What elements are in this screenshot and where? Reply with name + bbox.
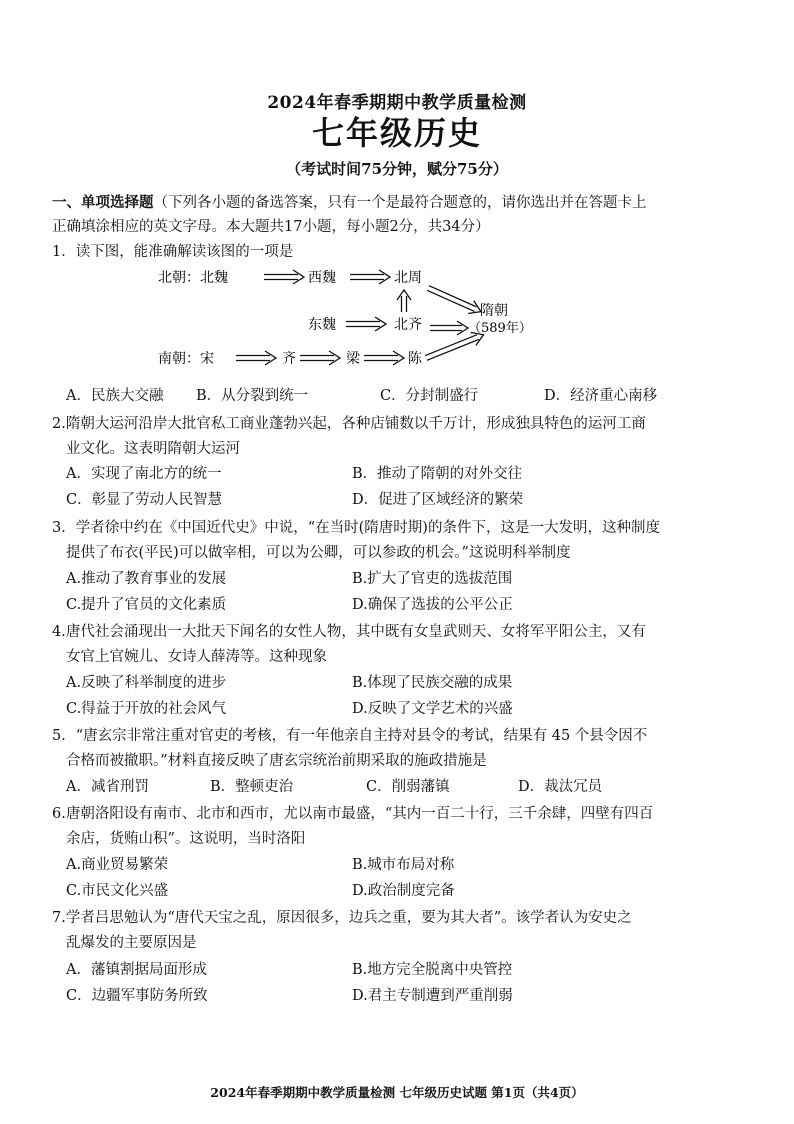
arrow-east	[346, 317, 386, 331]
question-4-stem-2: 女官上官婉儿、女诗人薛涛等。这种现象	[66, 649, 327, 665]
q6-option-c: C.市民文化兴盛	[66, 883, 169, 899]
arrow-south-3	[364, 351, 404, 365]
arrow-south-2	[300, 351, 340, 365]
arrow-chen-to-sui	[423, 328, 486, 364]
question-3-stem-1: 3．学者徐中约在《中国近代史》中说，“在当时(隋唐时期)的条件下，这是一大发明，这种制度	[52, 520, 660, 536]
section-instructions-1: （下列各小题的备选答案，只有一个是最符合题意的，请你选出并在答题卡上	[153, 195, 647, 211]
q5-option-b: B．整顿吏治	[210, 779, 294, 795]
q3-option-d: D.确保了选拔的公平公正	[352, 597, 513, 613]
arrow-north-2	[350, 270, 390, 284]
q2-option-a: A．实现了南北方的统一	[66, 466, 222, 482]
q1-option-d: D．经济重心南移	[544, 388, 658, 404]
q7-option-c: C．边疆军事防务所致	[66, 988, 208, 1004]
q7-option-d: D.君主专制遭到严重削弱	[352, 988, 513, 1004]
subject-title: 七年级历史	[311, 114, 482, 152]
question-2-stem-2: 业文化。这表明隋朝大运河	[66, 441, 240, 457]
exam-info: （考试时间75分钟，赋分75分）	[286, 160, 508, 178]
page-footer: 2024年春季期期中教学质量检测 七年级历史试题 第1页（共4页）	[210, 1085, 584, 1100]
q5-option-c: C．削弱藩镇	[366, 779, 450, 795]
q3-option-c: C.提升了官员的文化素质	[66, 597, 227, 613]
dynasty-diagram	[140, 262, 560, 372]
q6-option-a: A.商业贸易繁荣	[66, 857, 169, 873]
label-north: 北朝：北魏	[158, 270, 228, 286]
question-4-stem-1: 4.唐代社会涌现出一大批天下闻名的女性人物，其中既有女皇武则天、女将军平阳公主，又有	[52, 624, 646, 640]
question-1-stem: 1．读下图，能准确解读该图的一项是	[52, 244, 294, 260]
arrow-south-1	[236, 351, 276, 365]
q1-option-c: C．分封制盛行	[380, 388, 479, 404]
q4-option-c: C.得益于开放的社会风气	[66, 701, 227, 717]
label-chen: 陈	[408, 351, 422, 367]
arrow-north-1	[264, 270, 304, 284]
q4-option-d: D.反映了文学艺术的兴盛	[352, 701, 513, 717]
q6-option-d: D.政治制度完备	[352, 883, 455, 899]
q5-option-d: D．裁汰冗员	[518, 779, 603, 795]
question-2-stem-1: 2.隋朝大运河沿岸大批官私工商业蓬勃兴起，各种店铺数以千万计，形成独具特色的运河工商	[52, 416, 646, 432]
q2-option-d: D．促进了区域经济的繁荣	[352, 492, 524, 508]
arrow-beiqi-to-sui	[430, 321, 468, 335]
question-7-stem-1: 7.学者吕思勉认为“唐代天宝之乱，原因很多，边兵之重，要为其大者”。该学者认为安史之	[52, 910, 632, 926]
label-xiwei: 西魏	[308, 270, 336, 286]
label-qi: 齐	[282, 351, 296, 367]
section-instructions-line-2: 正确填涂相应的英文字母。本大题共17小题，每小题2分，共34分）	[52, 219, 490, 235]
q7-option-b: B.地方完全脱离中央管控	[352, 962, 513, 978]
section-heading: 一、单项选择题	[52, 194, 154, 211]
question-6-stem-1: 6.唐朝洛阳设有南市、北市和西市，尤以南市最盛，“其内一百二十行，三千余肆，四壁有四百	[52, 806, 654, 822]
q4-option-b: B.体现了民族交融的成果	[352, 675, 513, 691]
q1-option-b: B．从分裂到统一	[196, 388, 309, 404]
q4-option-a: A.反映了科举制度的进步	[66, 675, 227, 691]
question-6-stem-2: 余店，货贿山积”。这说明，当时洛阳	[66, 831, 306, 847]
q1-option-a: A．民族大交融	[66, 388, 164, 404]
q3-option-a: A.推动了教育事业的发展	[66, 571, 227, 587]
question-7-stem-2: 乱爆发的主要原因是	[66, 935, 197, 951]
label-sui-year: （589年）	[468, 321, 532, 336]
q2-option-b: B．推动了隋朝的对外交往	[352, 466, 523, 482]
label-dongwei: 东魏	[308, 317, 336, 333]
section-instructions-line-1	[52, 193, 647, 213]
question-3-stem-2: 提供了布衣(平民)可以做宰相，可以为公卿，可以参政的机会。”这说明科举制度	[66, 545, 571, 561]
label-south: 南朝：宋	[158, 351, 214, 367]
q3-option-b: B.扩大了官吏的选拔范围	[352, 571, 513, 587]
label-beizhou: 北周	[394, 270, 422, 286]
question-5-stem-2: 合格而被撤职。”材料直接反映了唐玄宗统治前期采取的施政措施是	[66, 753, 487, 769]
arrow-beizhou-to-sui	[425, 282, 484, 318]
question-5-stem-1: 5．“唐玄宗非常注重对官吏的考核，有一年他亲自主持对县令的考试，结果有 45 个县令因不	[52, 728, 648, 744]
label-beiqi: 北齐	[394, 317, 422, 333]
q6-option-b: B.城市布局对称	[352, 857, 455, 873]
q2-option-c: C．彰显了劳动人民智慧	[66, 492, 223, 508]
q7-option-a: A．藩镇割据局面形成	[66, 962, 207, 978]
arrow-up	[397, 290, 411, 312]
label-liang: 梁	[346, 351, 360, 367]
q5-option-a: A．减省刑罚	[66, 779, 149, 795]
label-suichao: 隋朝	[480, 303, 508, 319]
exam-title: 2024年春季期期中教学质量检测	[267, 93, 527, 113]
